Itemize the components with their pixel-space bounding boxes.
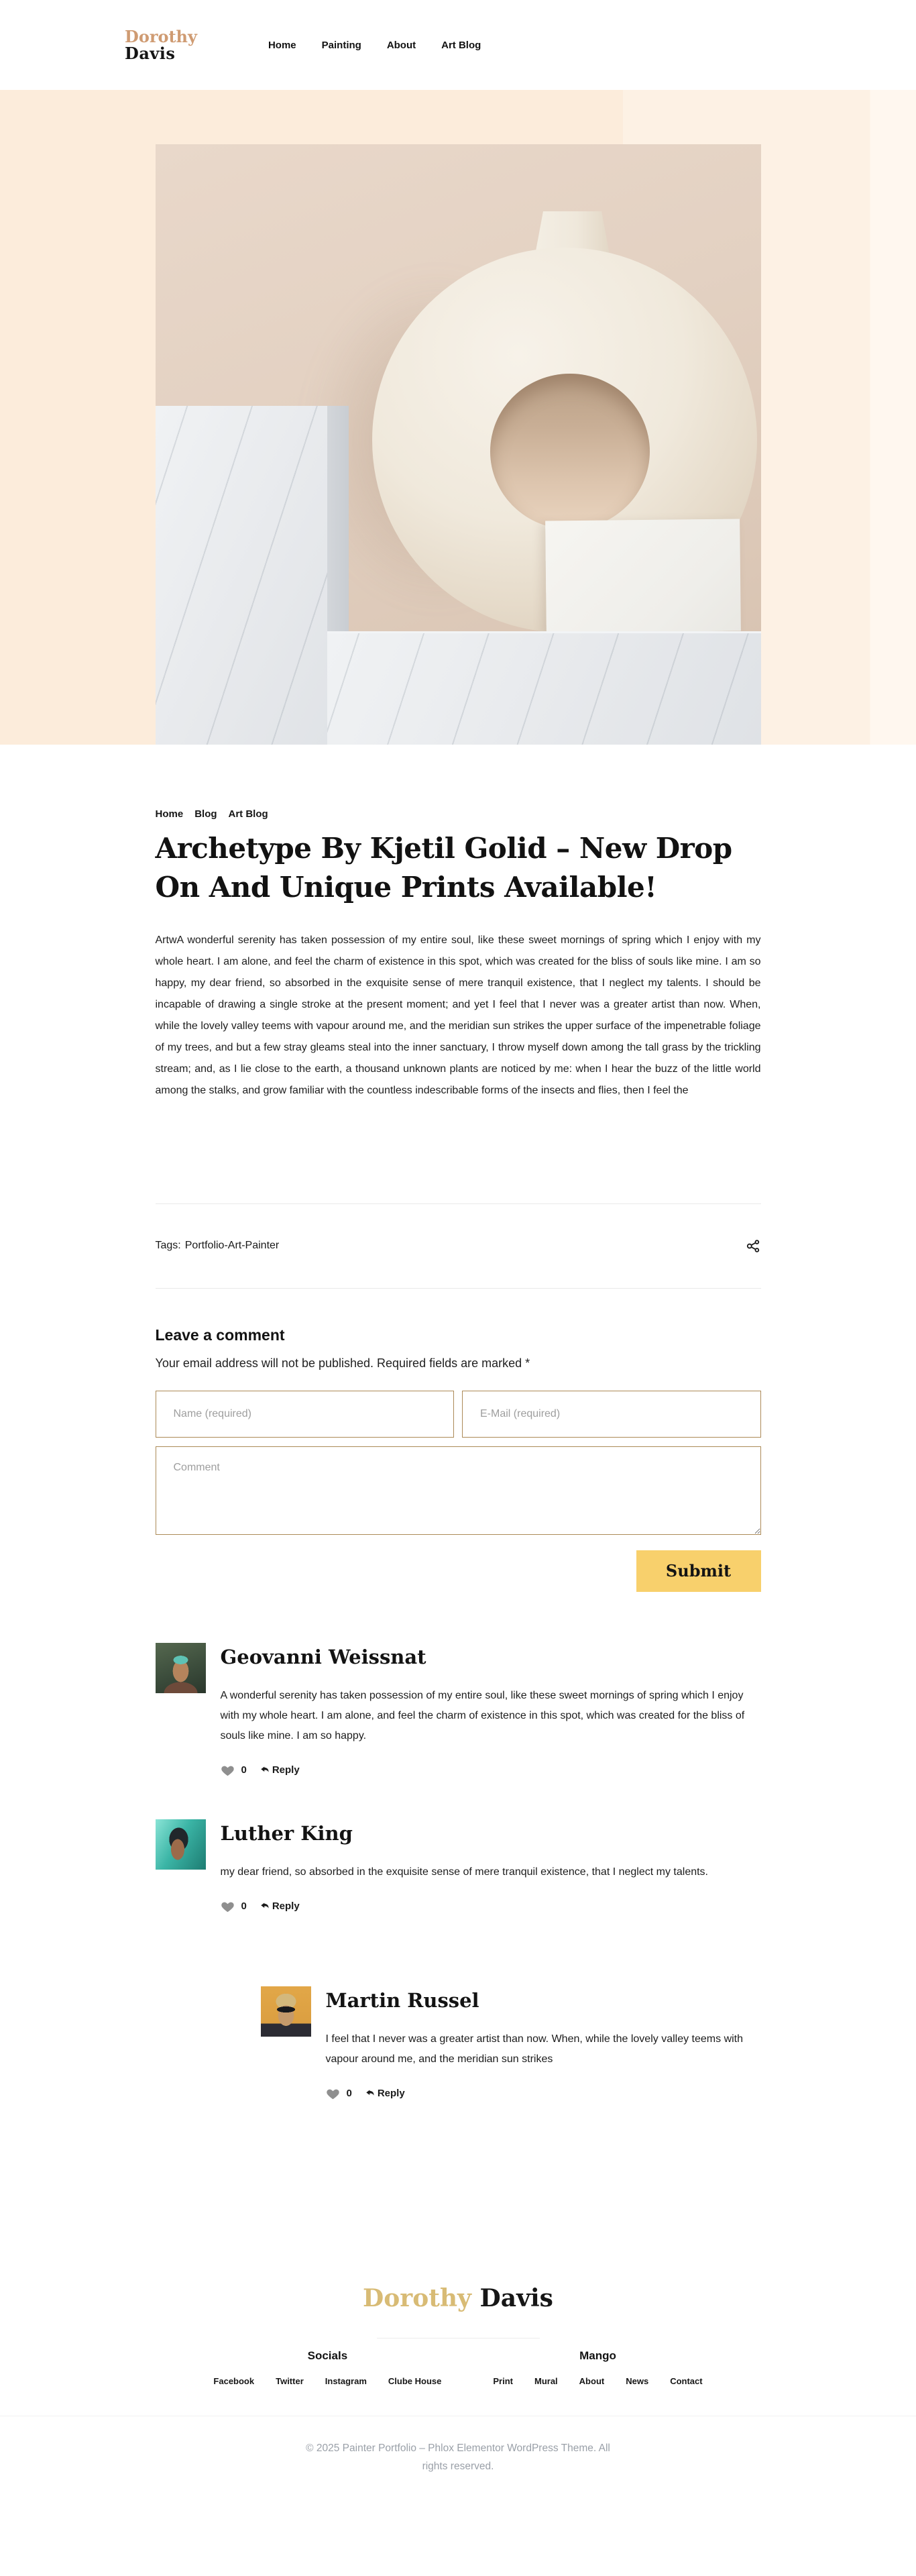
- footer-columns: [0, 2349, 916, 2386]
- comment-actions: [326, 2087, 761, 2100]
- footer-link-news[interactable]: News: [626, 2375, 649, 2386]
- heart-icon: [326, 2087, 340, 2100]
- footer-link-instagram[interactable]: Instagram: [325, 2375, 367, 2386]
- comment: [156, 1643, 761, 1776]
- comment-form-heading: Leave a comment: [155, 1326, 285, 1344]
- hero-image: [156, 144, 761, 745]
- like-button[interactable]: [326, 2087, 340, 2100]
- nav-item-home[interactable]: Home: [268, 39, 296, 51]
- submit-row: [156, 1550, 761, 1592]
- heart-icon: [221, 1764, 235, 1776]
- reply-label: Reply: [272, 1764, 300, 1776]
- footer-link-print[interactable]: Print: [493, 2375, 513, 2386]
- comment-author: Geovanni Weissnat: [220, 1645, 426, 1668]
- avatar: [156, 1643, 206, 1693]
- comment-text: my dear friend, so absorbed in the exquisite sense of mere tranquil existence, that I neglect my talents.: [220, 1866, 708, 1878]
- tags-label: Tags:: [155, 1240, 181, 1252]
- tags: [156, 1240, 280, 1252]
- logo-line2: Davis: [125, 44, 176, 63]
- comment-reply: [261, 1986, 761, 2100]
- comment-form-section: [156, 1326, 761, 1592]
- reply-label: Reply: [272, 1900, 300, 1912]
- breadcrumb-home[interactable]: Home: [155, 808, 184, 820]
- share-icon: [746, 1238, 761, 1254]
- hero-section: [0, 90, 916, 745]
- footer-heading-socials: Socials: [307, 2349, 348, 2362]
- footer-logo: [0, 2284, 916, 2312]
- email-input[interactable]: [462, 1391, 761, 1438]
- comment-body: [221, 1819, 761, 1913]
- like-button[interactable]: [221, 1764, 235, 1776]
- footer-link-clube-house[interactable]: Clube House: [388, 2375, 442, 2386]
- reply-icon: [260, 1765, 270, 1775]
- avatar: [261, 1986, 311, 2037]
- post-title: Archetype By Kjetil Golid – New Drop On And Unique Prints Available!: [155, 832, 732, 904]
- comment-form-note: Your email address will not be published. Required fields are marked *: [155, 1356, 530, 1370]
- avatar: [156, 1819, 206, 1870]
- hero-marble-platform: [327, 631, 761, 745]
- footer-heading-mango: Mango: [579, 2349, 616, 2362]
- footer-column-mango: [493, 2349, 702, 2386]
- comment: [156, 1819, 761, 1913]
- hero-marble-block: [156, 406, 349, 745]
- footer-logo-part1: Dorothy: [363, 2284, 471, 2312]
- footer-link-about[interactable]: About: [579, 2375, 605, 2386]
- footer-links-socials: [213, 2376, 441, 2386]
- tag-link[interactable]: Portfolio-Art-Painter: [184, 1240, 280, 1252]
- like-count: 0: [241, 1764, 247, 1776]
- footer-link-mural[interactable]: Mural: [534, 2375, 558, 2386]
- comments-section: [156, 1643, 761, 2100]
- like-count: 0: [346, 2087, 352, 2099]
- footer-link-facebook[interactable]: Facebook: [213, 2375, 255, 2386]
- footer-logo-divider: [377, 2338, 540, 2339]
- main-nav: [268, 40, 481, 51]
- hero-vase-hole: [490, 374, 650, 529]
- post-body: ArtwA wonderful serenity has taken possession of my entire soul, like these sweet mornings of spring which I enjoy with my whole heart. I am alone, and feel the charm of existence in this spot, which was created for the bliss of souls like mine. I am so happy, my dear friend, so absorbed in the exquisite sense of mere tranquil existence, that I neglect my talents. I should be incapable of drawing a single stroke at the present moment; and yet I feel that I never was a greater artist than now. When, while the lovely valley teems with vapour around me, and the meridian sun strikes the upper surface of the impenetrable foliage of my trees, and but a few stray gleams steal into the inner sanctuary, I throw myself down among the tall grass by the trickling stream; and, as I lie close to the earth, a thousand unknown plants are noticed by me: when I hear the buzz of the little world among the stalks, and grow familiar with the countless indescribable forms of the insects and flies, then I feel the: [155, 934, 761, 1096]
- comment-body: [326, 1986, 761, 2100]
- comment-author: Martin Russel: [325, 1988, 479, 2012]
- breadcrumb: [156, 745, 761, 820]
- logo-line1: Dorothy: [125, 26, 197, 46]
- share-button[interactable]: [746, 1238, 761, 1254]
- site-logo[interactable]: [125, 28, 197, 62]
- comment-text: A wonderful serenity has taken possession of my entire soul, like these sweet mornings of spring which I enjoy with my whole heart. I am alone, and feel the charm of existence in this spot, which was created for the bliss of souls like mine. I am so happy.: [220, 1689, 745, 1741]
- like-button[interactable]: [221, 1900, 235, 1913]
- footer-link-twitter[interactable]: Twitter: [276, 2375, 304, 2386]
- heart-icon: [221, 1900, 235, 1913]
- nav-item-painting[interactable]: Painting: [321, 39, 361, 51]
- comment-input[interactable]: [156, 1446, 761, 1535]
- reply-link[interactable]: [365, 2088, 405, 2099]
- reply-link[interactable]: [260, 1900, 300, 1912]
- comment-form-fields: [156, 1391, 761, 1438]
- nav-item-about[interactable]: About: [386, 39, 416, 51]
- footer-logo-part2: Davis: [479, 2284, 553, 2312]
- site-footer: [0, 2284, 916, 2512]
- breadcrumb-art-blog[interactable]: Art Blog: [228, 808, 268, 820]
- comment-text: I feel that I never was a greater artist than now. When, while the lovely valley teems with vapour around me, and the meridian sun strikes: [325, 2033, 744, 2065]
- reply-label: Reply: [377, 2087, 405, 2099]
- comment-actions: [221, 1764, 761, 1776]
- comment-body: [221, 1643, 761, 1776]
- footer-column-socials: [213, 2349, 441, 2386]
- like-count: 0: [241, 1900, 247, 1912]
- name-input[interactable]: [156, 1391, 455, 1438]
- article-main: [156, 745, 761, 2100]
- hero-white-card: [545, 519, 741, 633]
- reply-icon: [260, 1901, 270, 1911]
- site-header: [0, 0, 916, 90]
- copyright: © 2025 Painter Portfolio – Phlox Elementor WordPress Theme. All rights reserved.: [306, 2442, 610, 2473]
- tags-row: [156, 1203, 761, 1289]
- footer-links-mango: [493, 2376, 702, 2386]
- reply-link[interactable]: [260, 1764, 300, 1776]
- comment-author: Luther King: [220, 1821, 353, 1845]
- breadcrumb-blog[interactable]: Blog: [194, 808, 217, 820]
- footer-link-contact[interactable]: Contact: [670, 2375, 703, 2386]
- reply-icon: [365, 2088, 376, 2098]
- submit-button[interactable]: Submit: [636, 1550, 761, 1592]
- nav-item-art-blog[interactable]: Art Blog: [441, 39, 481, 51]
- comment-actions: [221, 1900, 761, 1913]
